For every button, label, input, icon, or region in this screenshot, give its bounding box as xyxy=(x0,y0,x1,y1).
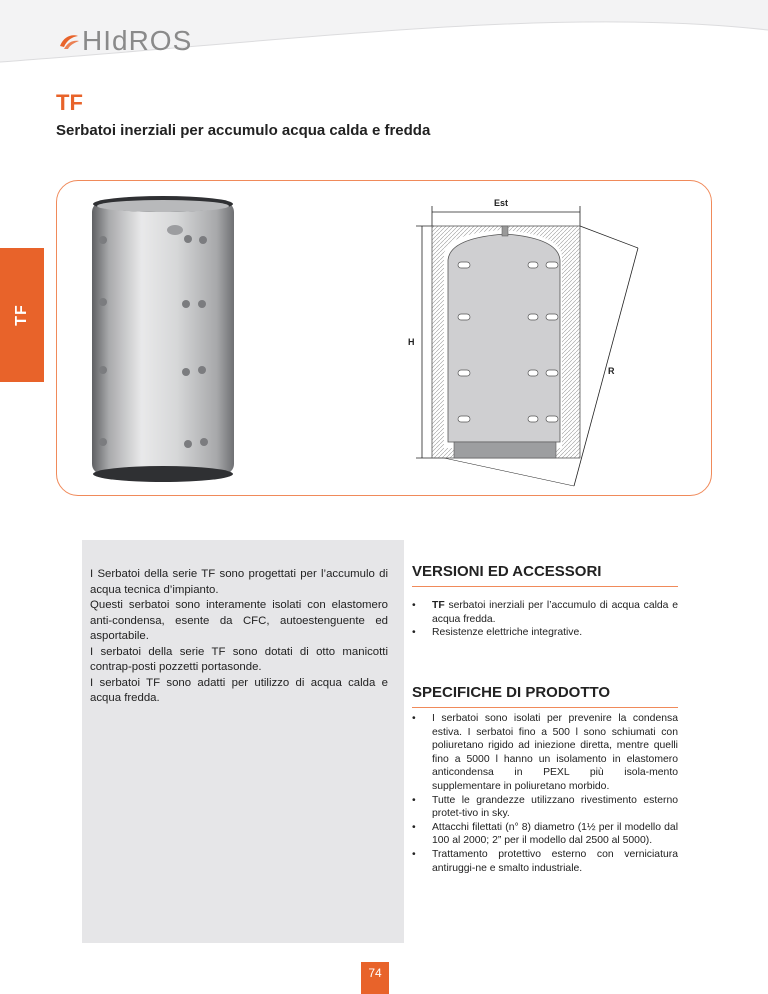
logo-swoosh-icon xyxy=(58,30,80,52)
intro-paragraph: I Serbatoi della serie TF sono progettati per l’accumulo di acqua tecnica d’impianto. xyxy=(90,568,388,596)
list-item xyxy=(412,599,678,626)
list-item: • I serbatoi sono isolati per prevenire la condensa estiva. I serbatoi fino a 500 l sono schiumati con poliuretano rigido ad iniezione diretta, mentre quelli fino a 5000 l hanno un isolamento in elastomero anticondensa in PEXL più isola-mento supplementare in poliuretano morbido. xyxy=(412,712,678,794)
tank-photo xyxy=(88,192,238,484)
versioni-list xyxy=(412,599,678,640)
intro-paragraph: Questi serbatoi sono interamente isolati con elastomero anti-condensa, esente da CFC, autoestenguente ed asportabile. xyxy=(90,599,388,642)
side-tab-label: TF xyxy=(13,304,30,326)
item-bold-label: TF xyxy=(432,600,445,611)
page-subtitle: Serbatoi inerziali per accumulo acqua calda e fredda xyxy=(56,122,431,139)
logo-text: HIdROS xyxy=(82,25,193,56)
list-item: • Trattamento protettivo esterno con verniciatura antiruggi-ne e smalto industriale. xyxy=(412,848,678,875)
page-title: TF xyxy=(56,90,83,115)
item-text: serbatoi inerziali per l’accumulo di acqua calda e acqua fredda. xyxy=(432,600,678,625)
list-item: • Tutte le grandezze utilizzano rivestimento esterno protet-tivo in sky. xyxy=(412,794,678,821)
dimension-label-diagonal: R xyxy=(608,366,615,376)
brand-logo xyxy=(58,26,192,56)
specifiche-heading: SPECIFICHE DI PRODOTTO xyxy=(412,684,678,708)
item-text: Resistenze elettriche integrative. xyxy=(432,627,583,639)
dimension-label-height: H xyxy=(408,337,415,347)
dimension-label-width: Est xyxy=(494,198,509,208)
versioni-heading: VERSIONI ED ACCESSORI xyxy=(412,563,678,587)
tank-dimension-diagram xyxy=(404,196,644,496)
list-item xyxy=(412,626,678,640)
intro-paragraph: I serbatoi TF sono adatti per utilizzo di acqua calda e acqua fredda. xyxy=(90,676,388,704)
section-side-tab xyxy=(0,248,44,382)
specifiche-list xyxy=(412,712,678,875)
intro-paragraph: I serbatoi della serie TF sono dotati di otto manicotti contrap-posti pozzetti portasonde. xyxy=(90,645,388,673)
list-item: • Attacchi filettati (n° 8) diametro (1½ per il modello dal 100 al 2000; 2” per il modello dal 2500 al 5000). xyxy=(412,821,678,848)
intro-text xyxy=(90,567,388,707)
page-number: 74 xyxy=(361,962,389,994)
